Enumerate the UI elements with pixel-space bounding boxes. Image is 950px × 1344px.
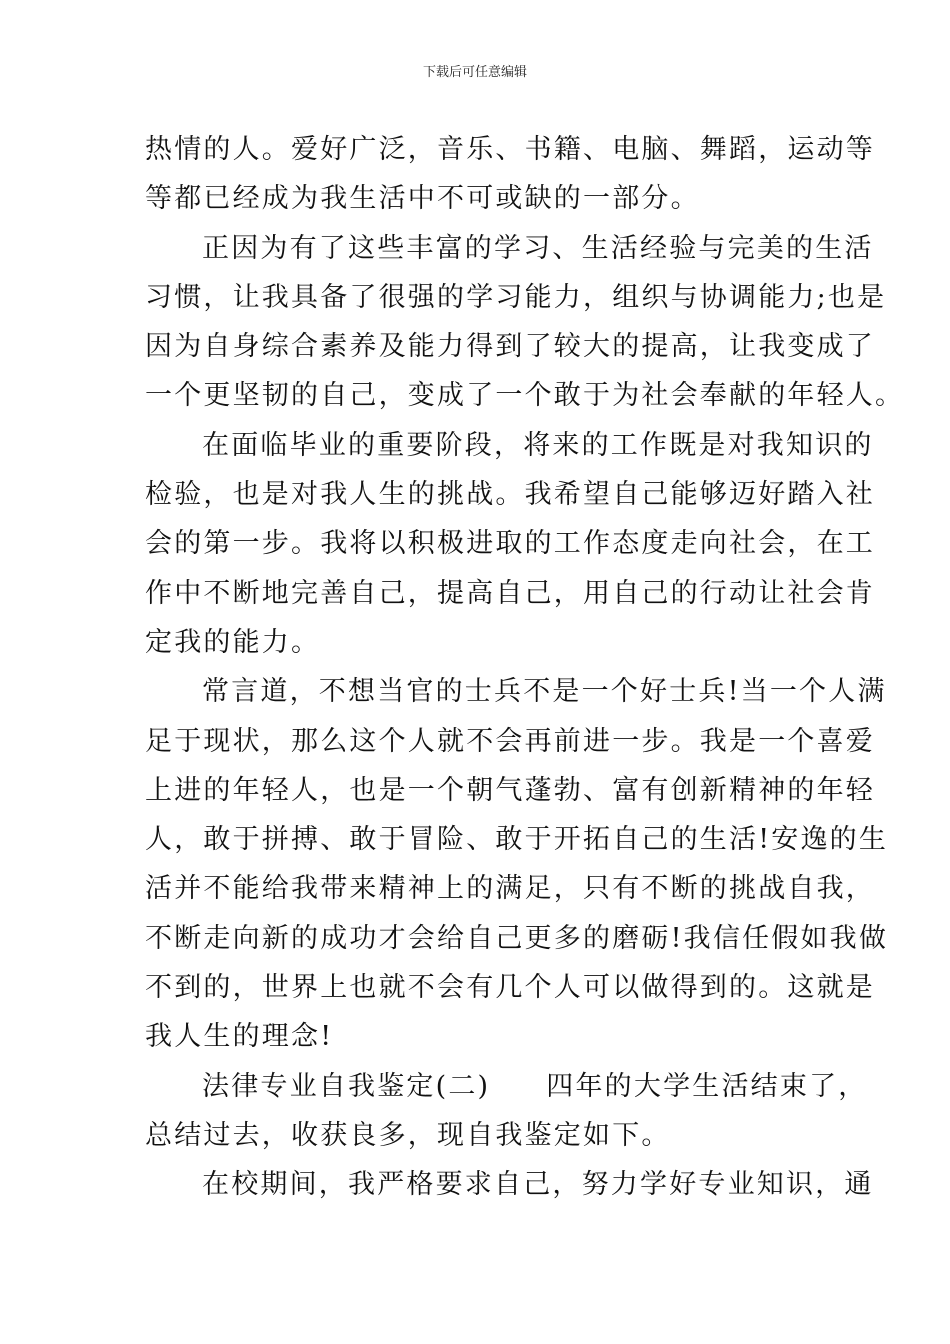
paragraph-start-line: 在面临毕业的重要阶段，将来的工作既是对我知识的 <box>202 429 874 461</box>
document-body <box>145 125 905 1210</box>
section-intro-text: 四年的大学生活结束了， <box>546 1070 868 1102</box>
text-line: 一个更坚韧的自己，变成了一个敢于为社会奉献的年轻人。 <box>145 380 905 412</box>
text-line: 热情的人。爱好广泛，音乐、书籍、电脑、舞蹈，运动等 <box>145 134 875 165</box>
text-line: 作中不断地完善自己，提高自己，用自己的行动让社会肯 <box>145 577 875 609</box>
paragraph-start-line: 常言道，不想当官的士兵不是一个好士兵!当一个人满 <box>202 676 887 708</box>
text-line: 因为自身综合素养及能力得到了较大的提高，让我变成了 <box>145 331 875 363</box>
text-line: 会的第一步。我将以积极进取的工作态度走向社会，在工 <box>145 528 875 560</box>
text-line: 等都已经成为我生活中不可或缺的一部分。 <box>145 183 700 215</box>
text-line: 检验，也是对我人生的挑战。我希望自己能够迈好踏入社 <box>145 479 875 511</box>
text-line: 上进的年轻人，也是一个朝气蓬勃、富有创新精神的年轻 <box>145 774 875 806</box>
text-line: 我人生的理念! <box>145 1021 334 1053</box>
text-line: 总结过去，收获良多，现自我鉴定如下。 <box>145 1119 671 1151</box>
page-header: 下载后可任意编辑 <box>422 65 527 80</box>
text-line: 人，敢于拼搏、敢于冒险、敢于开拓自己的生活!安逸的生 <box>145 824 889 856</box>
text-line: 定我的能力。 <box>145 626 321 658</box>
section-title-line <box>145 1062 868 1111</box>
paragraph-start-line: 正因为有了这些丰富的学习、生活经验与完美的生活 <box>202 232 874 264</box>
text-line: 活并不能给我带来精神上的满足，只有不断的挑战自我， <box>145 873 875 905</box>
text-line: 习惯，让我具备了很强的学习能力，组织与协调能力;也是 <box>145 281 887 313</box>
text-line: 足于现状，那么这个人就不会再前进一步。我是一个喜爱 <box>145 725 875 757</box>
text-line: 不到的，世界上也就不会有几个人可以做得到的。这就是 <box>145 972 875 1004</box>
text-line: 不断走向新的成功才会给自己更多的磨砺!我信任假如我做 <box>145 922 889 954</box>
section-title: 法律专业自我鉴定(二) <box>202 1070 491 1102</box>
paragraph-start-line: 在校期间，我严格要求自己，努力学好专业知识，通 <box>202 1169 874 1201</box>
